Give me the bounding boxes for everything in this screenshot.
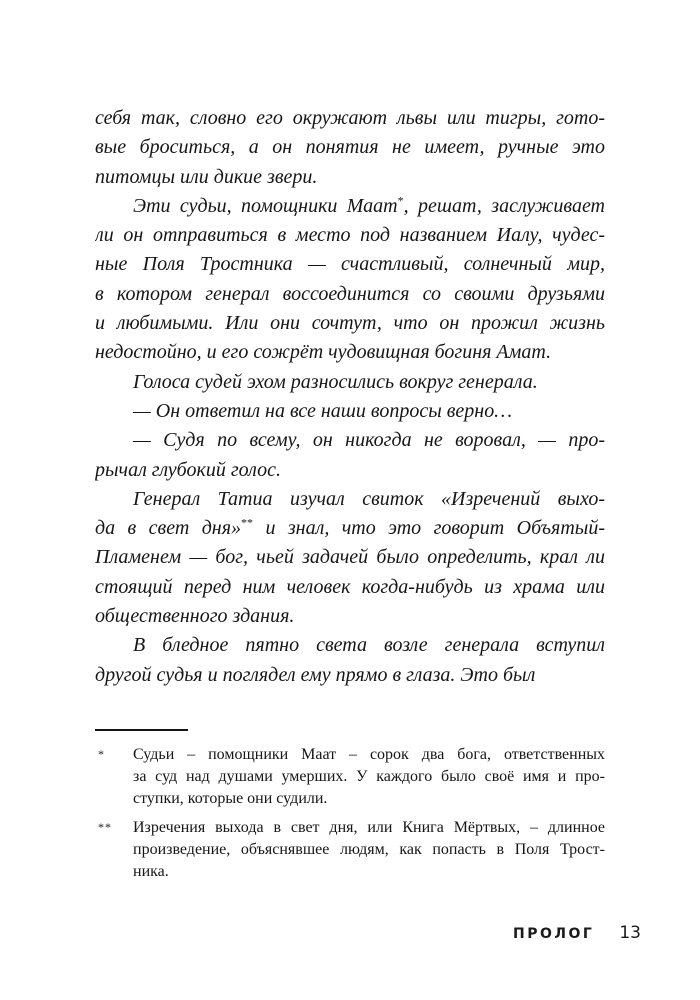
text-segment: ника. — [133, 863, 169, 880]
text-segment: Эти судьи, помощники Маат — [133, 194, 398, 217]
text-segment: Генерал Татиа изучал свиток «Изречений выхо- — [133, 487, 605, 510]
text-line — [95, 543, 605, 572]
footnote-2-text — [133, 817, 605, 883]
text-line — [95, 485, 605, 514]
footnote-1-text — [133, 744, 605, 810]
text-line — [95, 163, 605, 192]
text-line — [95, 133, 605, 162]
text-segment: рычал глубокий голос. — [95, 458, 281, 481]
text-line — [95, 514, 605, 543]
text-segment: ные Поля Тростника — счастливый, солнечный мир, — [95, 253, 605, 276]
text-line — [95, 426, 605, 455]
footnote-1 — [95, 744, 605, 810]
text-line — [133, 744, 605, 766]
text-line — [95, 192, 605, 221]
text-segment: недостойно, и его сожрёт чудовищная богиня Амат. — [95, 341, 552, 364]
text-line — [133, 839, 605, 861]
footnote-reference-marker: ** — [241, 515, 254, 530]
text-line — [133, 817, 605, 839]
text-line — [95, 368, 605, 397]
footnotes-block — [95, 744, 605, 883]
text-segment: Голоса судей эхом разносились вокруг генерала. — [133, 370, 538, 393]
footnote-1-marker: * — [98, 747, 105, 761]
text-segment: ли он отправиться в место под названием Иалу, чудес- — [95, 224, 605, 247]
text-segment: Пламенем — бог, чьей задачей было определить, крал ли — [95, 546, 605, 569]
text-segment: произведение, объяснявшее людям, как попасть в Поля Трост- — [133, 841, 605, 858]
text-line — [95, 573, 605, 602]
text-segment: за суд над душами умерших. У каждого было своё имя и про- — [133, 768, 605, 785]
footnote-separator — [95, 729, 188, 731]
footnote-reference-marker: * — [397, 193, 404, 208]
text-line — [133, 766, 605, 788]
text-segment: и любимыми. Или они сочтут, что он прожил жизнь — [95, 312, 605, 335]
text-line — [95, 338, 605, 367]
text-segment: — Он ответил на все наши вопросы верно… — [133, 399, 513, 422]
text-line — [133, 861, 605, 883]
text-line — [95, 280, 605, 309]
text-line — [95, 309, 605, 338]
text-line — [95, 250, 605, 279]
text-line — [95, 456, 605, 485]
text-segment: да в свет дня» — [95, 517, 242, 540]
text-segment: ступки, которые они судили. — [133, 790, 328, 807]
text-segment: Судьи – помощники Маат – сорок два бога, ответственных — [133, 746, 605, 763]
page-footer — [513, 923, 641, 943]
running-title: ПРОЛОГ — [513, 926, 595, 942]
text-line — [95, 104, 605, 133]
footnote-2-marker: ** — [98, 820, 112, 834]
text-segment: В бледное пятно света возле генерала вступил — [133, 634, 605, 657]
text-segment: другой судья и поглядел ему прямо в глаза. Это был — [95, 663, 536, 686]
text-segment: себя так, словно его окружают львы или тигры, гото- — [95, 107, 605, 129]
page-number: 13 — [619, 923, 641, 943]
text-segment: в котором генерал воссоединится со своими друзьями — [95, 282, 605, 305]
text-segment: и знал, что это говорит Объятый- — [253, 517, 605, 540]
text-line — [95, 631, 605, 660]
text-segment: вые броситься, а он понятия не имеет, ручные это — [95, 136, 605, 159]
text-segment: общественного здания. — [95, 605, 295, 628]
text-segment: — Судя по всему, он никогда не воровал, — про- — [133, 429, 605, 452]
text-line — [133, 788, 605, 810]
footnote-2 — [95, 817, 605, 883]
text-line — [95, 661, 605, 690]
text-line — [95, 221, 605, 250]
text-segment: , решат, заслуживает — [403, 194, 605, 217]
text-line — [95, 602, 605, 631]
page-body-text — [95, 104, 605, 690]
text-segment: питомцы или дикие звери. — [95, 165, 318, 188]
text-segment: Изречения выхода в свет дня, или Книга Мёртвых, – длинное — [133, 819, 605, 836]
text-segment: стоящий перед ним человек когда-нибудь из храма или — [95, 575, 605, 598]
text-line — [95, 397, 605, 426]
